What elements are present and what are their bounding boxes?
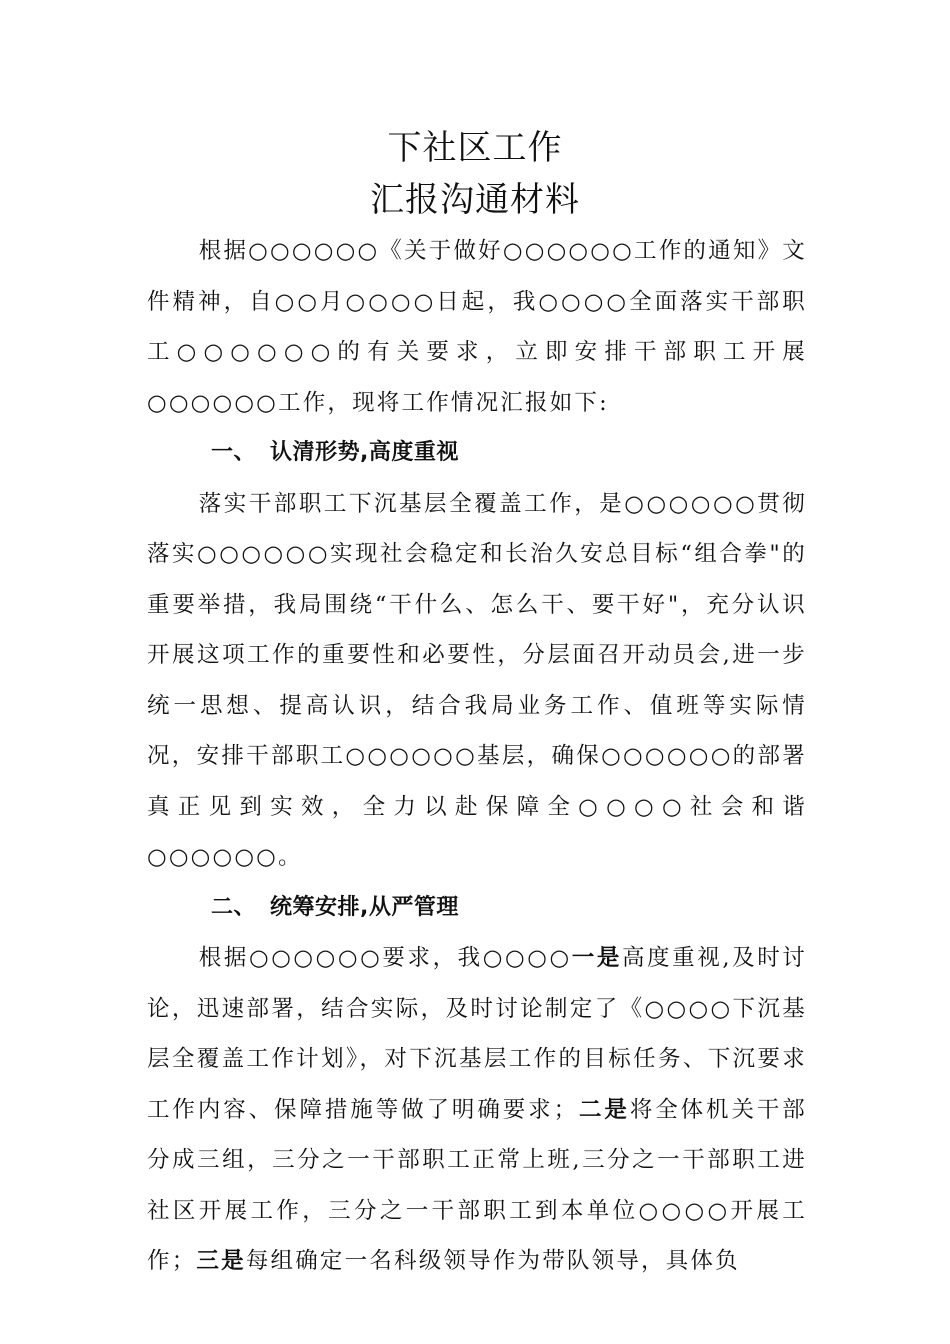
section-2-text-part-3: 将全体机关干部分成三组，三分之一干部职工正常上班,三分之一干部职工进社区开展工作，三分之一干部职工到本单位○○○○开展工作； [147, 1096, 807, 1274]
section-1-paragraph: 落实干部职工下沉基层全覆盖工作，是○○○○○○贯彻落实○○○○○○实现社会稳定和长治久安总目标“组合拳"的重要举措，我局围绕“干什么、怎么干、要干好"，充分认识开展这项工作的重要性和必要性，分层面召开动员会,进一步统一思想、提高认识，结合我局业务工作、值班等实际情况，安排干部职工○○○○○○基层，确保○○○○○○的部署真正见到实效，全力以赴保障全○○○○社会和谐○○○○○○。 [147, 490, 807, 870]
document-title-line-2: 汇报沟通材料 [370, 180, 580, 220]
section-1-heading [147, 428, 807, 479]
section-1-number: 一、 [211, 440, 257, 465]
section-2-heading [147, 883, 807, 934]
section-2-marker-2: 二是 [578, 1096, 630, 1123]
section-2-heading-text: 统筹安排,从严管理 [270, 894, 459, 920]
intro-paragraph: 根据○○○○○○《关于做好○○○○○○工作的通知》文件精神，自○○月○○○○日起，我○○○○全面落实干部职工○○○○○○的有关要求，立即安排干部职工开展○○○○○○工作，现将工作情况汇报如下: [147, 238, 807, 416]
section-2-number: 二、 [211, 894, 257, 920]
section-2-text-part-4: 每组确定一名科级领导作为带队领导，具体负 [245, 1248, 740, 1274]
section-1-heading-text: 认清形势,高度重视 [270, 440, 459, 465]
section-2-marker-1: 一是 [571, 945, 622, 971]
document-title-line-1: 下社区工作 [387, 128, 563, 168]
section-2-paragraph [147, 933, 807, 1287]
section-2-marker-3: 三是 [196, 1248, 246, 1274]
document-body [147, 226, 807, 1287]
section-2-text-part-1: 根据○○○○○○要求，我○○○○ [198, 945, 572, 971]
section-2-text-part-2: 高度重视,及时讨论，迅速部署，结合实际，及时讨论制定了《○○○○下沉基层全覆盖工作计划》，对下沉基层工作的目标任务、下沉要求工作内容、保障措施等做了明确要求； [147, 945, 808, 1123]
